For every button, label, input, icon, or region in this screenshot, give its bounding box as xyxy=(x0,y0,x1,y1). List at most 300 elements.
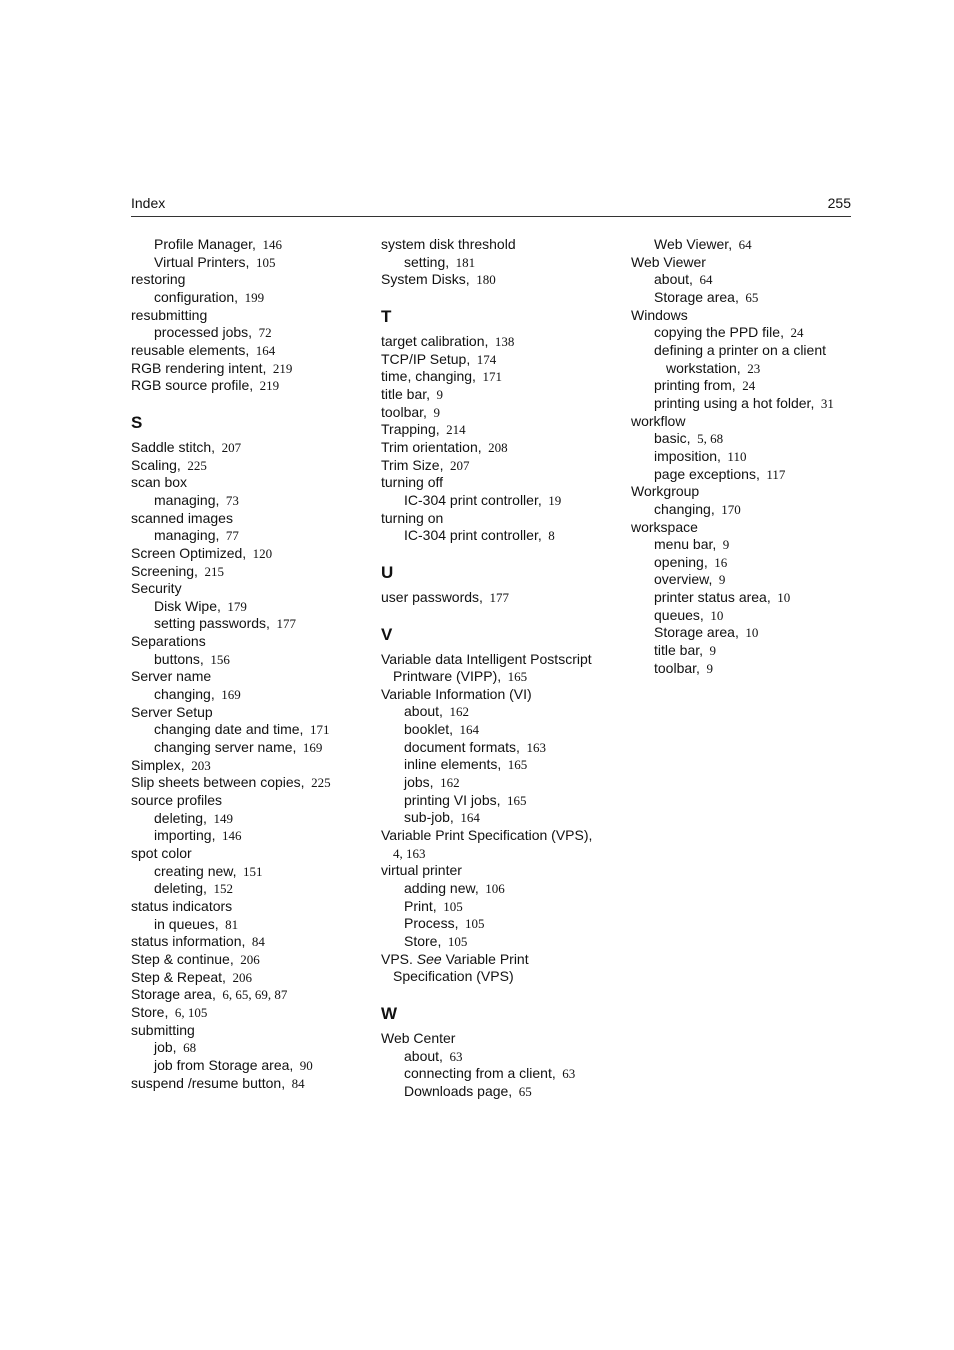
index-subentry xyxy=(131,324,371,342)
entry-term: time, changing, xyxy=(381,368,476,385)
entry-term: Web Viewer, xyxy=(654,236,733,252)
entry-term: basic, xyxy=(654,430,691,447)
index-subentry xyxy=(631,377,871,395)
entry-term: importing, xyxy=(154,827,216,844)
index-entry xyxy=(131,845,371,863)
entry-term: RGB rendering intent, xyxy=(131,359,267,376)
index-entry xyxy=(631,413,871,431)
entry-term: Process, xyxy=(404,915,459,932)
index-subentry xyxy=(131,492,371,510)
page-reference: 219 xyxy=(253,378,280,394)
section-letter-heading: V xyxy=(381,624,393,644)
entry-term: printer status area, xyxy=(654,589,771,606)
page-reference: 207 xyxy=(443,457,470,473)
entry-term: title bar, xyxy=(654,642,704,659)
index-subentry xyxy=(381,721,621,739)
entry-term: status information, xyxy=(131,933,246,950)
page-reference: 177 xyxy=(269,616,296,632)
page-reference: 219 xyxy=(266,360,293,376)
page-header xyxy=(131,194,851,217)
page-reference: 64 xyxy=(732,237,752,252)
page-reference: 208 xyxy=(481,439,508,455)
entry-term: Printware (VIPP), xyxy=(393,668,502,685)
entry-term: status indicators xyxy=(131,897,233,914)
entry-term: resubmitting xyxy=(131,306,208,323)
index-subentry xyxy=(131,289,371,307)
entry-term: managing, xyxy=(154,491,220,508)
entry-term: reusable elements, xyxy=(131,341,250,358)
entry-term: about, xyxy=(654,271,693,288)
entry-term: menu bar, xyxy=(654,536,717,553)
entry-term: workspace xyxy=(631,518,698,535)
entry-term: Step & Repeat, xyxy=(131,968,226,985)
index-entry xyxy=(131,792,371,810)
page-reference: 165 xyxy=(500,792,527,808)
page-reference: 84 xyxy=(245,934,265,950)
page-reference: 90 xyxy=(293,1057,313,1073)
index-subentry xyxy=(381,756,621,774)
page-reference: 120 xyxy=(246,545,273,561)
entry-term: about, xyxy=(404,1047,443,1064)
page-reference: 225 xyxy=(180,457,207,473)
page-reference: 203 xyxy=(184,757,211,773)
index-subentry xyxy=(631,536,871,554)
page-reference: 105 xyxy=(458,916,485,932)
entry-term: job, xyxy=(154,1039,177,1056)
index-entry xyxy=(381,351,621,369)
index-subentry xyxy=(131,615,371,633)
entry-term: turning off xyxy=(381,474,444,491)
page-reference: 164 xyxy=(249,342,276,358)
index-entry xyxy=(631,519,871,537)
page-reference: 206 xyxy=(225,969,252,985)
index-entry xyxy=(131,510,371,528)
index-subentry xyxy=(631,589,871,607)
index-entry xyxy=(131,898,371,916)
entry-term: workflow xyxy=(631,412,686,429)
page-reference: 72 xyxy=(252,325,272,341)
index-column-1 xyxy=(131,236,371,1092)
page-reference: 164 xyxy=(453,810,480,826)
entry-term: toolbar, xyxy=(381,403,427,420)
index-subentry xyxy=(381,1065,621,1083)
page-reference: 174 xyxy=(470,351,497,367)
entry-term: deleting, xyxy=(154,809,207,826)
index-subentry xyxy=(381,1083,621,1101)
page-reference: 10 xyxy=(703,607,724,623)
entry-term: job from Storage area, xyxy=(154,1056,294,1073)
page-reference: 6, 105 xyxy=(168,1004,208,1020)
page-reference: 171 xyxy=(475,369,502,385)
entry-term: Step & continue, xyxy=(131,950,234,967)
entry-term: about, xyxy=(404,703,443,720)
index-entry xyxy=(131,757,371,775)
page-reference: 105 xyxy=(441,934,468,949)
page-reference: 207 xyxy=(215,439,242,455)
entry-term: RGB source profile, xyxy=(131,377,254,394)
section-letter-heading: S xyxy=(131,412,143,432)
index-subentry xyxy=(631,271,871,289)
index-entry xyxy=(631,307,871,325)
page-reference: 110 xyxy=(720,448,747,464)
entry-term: workstation, xyxy=(666,359,741,376)
index-subentry xyxy=(131,880,371,898)
page-reference: 77 xyxy=(219,528,239,544)
page-reference: 165 xyxy=(501,757,528,773)
entry-term: Variable data Intelligent Postscript xyxy=(381,650,592,667)
page-reference: 169 xyxy=(214,687,241,703)
entry-term: managing, xyxy=(154,527,220,544)
entry-term: configuration, xyxy=(154,288,239,305)
entry-term: page exceptions, xyxy=(654,465,760,482)
index-entry xyxy=(381,333,621,351)
entry-term: Scaling, xyxy=(131,456,181,473)
index-subentry xyxy=(131,686,371,704)
index-entry xyxy=(131,668,371,686)
page-reference: 8 xyxy=(541,528,555,544)
index-entry xyxy=(381,386,621,404)
page-reference: 9 xyxy=(716,537,730,553)
index-entry xyxy=(131,439,371,457)
index-subentry xyxy=(631,571,871,589)
entry-term: System Disks, xyxy=(381,271,470,288)
page-reference: 225 xyxy=(304,775,331,791)
entry-term: Trim Size, xyxy=(381,456,444,473)
index-entry xyxy=(381,510,621,528)
index-entry xyxy=(381,589,621,607)
index-subentry xyxy=(131,863,371,881)
page-reference: 146 xyxy=(215,828,242,844)
index-subentry xyxy=(131,739,371,757)
index-subentry xyxy=(131,527,371,545)
page-reference: 10 xyxy=(738,625,759,641)
index-subentry xyxy=(131,598,371,616)
entry-term: Trim orientation, xyxy=(381,438,482,455)
index-subentry xyxy=(631,395,871,413)
index-entry xyxy=(131,774,371,792)
index-subentry xyxy=(381,739,621,757)
index-entry xyxy=(131,1022,371,1040)
page-reference: 179 xyxy=(220,598,247,614)
page-reference: 180 xyxy=(469,272,496,288)
page-reference: 117 xyxy=(759,466,786,482)
entry-term: target calibration, xyxy=(381,332,489,349)
index-entry xyxy=(131,474,371,492)
index-entry xyxy=(131,1075,371,1093)
index-subentry xyxy=(381,933,621,951)
entry-term: virtual printer xyxy=(381,862,462,879)
section-letter-heading: W xyxy=(381,1003,398,1023)
index-subentry xyxy=(381,703,621,721)
entry-term: Screening, xyxy=(131,562,198,579)
index-entry xyxy=(131,986,371,1004)
page-reference: 214 xyxy=(439,422,466,438)
index-entry xyxy=(381,474,621,492)
page-reference: 9 xyxy=(430,386,444,402)
page-number: 255 xyxy=(827,195,851,211)
page-reference: 215 xyxy=(197,563,224,579)
entry-term: Saddle stitch, xyxy=(131,438,216,455)
index-column-3 xyxy=(631,236,871,677)
index-entry xyxy=(381,368,621,386)
page-reference: 105 xyxy=(436,898,463,914)
page-reference: 163 xyxy=(519,739,546,755)
entry-term: imposition, xyxy=(654,447,721,464)
page-reference: 5, 68 xyxy=(690,431,724,447)
entry-term: turning on xyxy=(381,509,444,526)
entry-term: Variable Print Specification (VPS), xyxy=(381,827,593,844)
index-entry xyxy=(131,563,371,581)
entry-term: adding new, xyxy=(404,880,479,897)
entry-term: Simplex, xyxy=(131,756,185,773)
entry-term: connecting from a client, xyxy=(404,1065,556,1082)
index-subentry xyxy=(131,1057,371,1075)
index-subentry xyxy=(131,651,371,669)
running-title: Index xyxy=(131,195,166,211)
page-reference: 164 xyxy=(453,722,480,738)
entry-term: printing VI jobs, xyxy=(404,791,501,808)
entry-term: spot color xyxy=(131,845,192,861)
entry-term: TCP/IP Setup, xyxy=(381,350,471,367)
index-entry xyxy=(381,827,621,845)
index-entry xyxy=(381,457,621,475)
index-entry xyxy=(131,933,371,951)
page-reference: 9 xyxy=(426,404,440,420)
entry-term: toolbar, xyxy=(654,659,700,676)
entry-term: source profiles xyxy=(131,792,223,809)
entry-term: VPS. xyxy=(381,950,417,967)
entry-term: copying the PPD file, xyxy=(654,324,784,341)
see-reference: See xyxy=(416,950,442,967)
page-reference: 165 xyxy=(501,669,528,685)
entry-term: user passwords, xyxy=(381,588,483,605)
index-subentry xyxy=(631,289,871,307)
index-subentry xyxy=(381,915,621,933)
page-reference: 24 xyxy=(735,378,756,394)
page-reference: 170 xyxy=(714,501,741,517)
page-reference: 4, 163 xyxy=(393,845,426,861)
page-reference: 146 xyxy=(255,237,282,252)
index-subentry xyxy=(631,430,871,448)
entry-term: title bar, xyxy=(381,385,431,402)
entry-term: Trapping, xyxy=(381,421,440,438)
index-subentry xyxy=(631,466,871,484)
entry-term: setting passwords, xyxy=(154,615,270,632)
index-entry xyxy=(381,439,621,457)
entry-term: document formats, xyxy=(404,738,520,755)
index-entry xyxy=(131,633,371,651)
entry-term: setting, xyxy=(404,253,450,270)
page-reference: 19 xyxy=(541,492,562,508)
page-reference: 151 xyxy=(236,863,263,879)
index-subentry xyxy=(631,236,871,254)
index-entry xyxy=(381,686,621,704)
entry-term: printing using a hot folder, xyxy=(654,394,815,411)
entry-term: inline elements, xyxy=(404,756,502,773)
entry-term: Screen Optimized, xyxy=(131,544,247,561)
index-subentry xyxy=(631,554,871,572)
entry-term: changing server name, xyxy=(154,739,297,756)
page-reference: 162 xyxy=(433,775,460,791)
page-reference: 9 xyxy=(712,572,726,588)
page-reference: 31 xyxy=(814,395,834,411)
page-reference: 181 xyxy=(449,254,476,270)
entry-term: changing date and time, xyxy=(154,721,304,738)
index-subentry xyxy=(631,660,871,678)
index-subentry xyxy=(131,254,371,272)
index-subentry xyxy=(131,1039,371,1057)
entry-term: IC-304 print controller, xyxy=(404,527,542,544)
page-reference: 65 xyxy=(738,289,759,305)
index-entry xyxy=(381,1030,621,1048)
index-entry xyxy=(131,951,371,969)
page-reference: 84 xyxy=(285,1075,305,1091)
entry-term: Store, xyxy=(404,933,442,949)
page-reference: 81 xyxy=(218,916,239,932)
page-reference: 149 xyxy=(206,810,233,826)
page-reference: 162 xyxy=(442,704,469,720)
index-entry xyxy=(381,845,621,863)
index-subentry xyxy=(631,501,871,519)
index-entry xyxy=(381,968,621,986)
page-reference: 106 xyxy=(478,881,505,897)
page-reference: 23 xyxy=(740,360,761,376)
entry-term: IC-304 print controller, xyxy=(404,491,542,508)
entry-term: Variable Information (VI) xyxy=(381,685,532,702)
index-entry xyxy=(131,580,371,598)
entry-term: Workgroup xyxy=(631,483,700,500)
index-subentry xyxy=(631,342,871,360)
page-reference: 199 xyxy=(238,289,265,305)
index-entry xyxy=(131,704,371,722)
page-reference: 73 xyxy=(219,492,239,508)
index-subentry xyxy=(381,792,621,810)
entry-term: submitting xyxy=(131,1021,195,1038)
entry-term: processed jobs, xyxy=(154,324,253,341)
entry-term: Disk Wipe, xyxy=(154,597,221,614)
page-reference: 64 xyxy=(692,272,713,288)
index-subentry xyxy=(631,642,871,660)
index-subentry xyxy=(131,916,371,934)
entry-term: restoring xyxy=(131,271,186,288)
index-entry xyxy=(131,457,371,475)
index-entry xyxy=(381,404,621,422)
section-letter-heading: T xyxy=(381,306,392,326)
index-entry xyxy=(381,651,621,669)
index-subentry xyxy=(381,492,621,510)
index-entry xyxy=(381,862,621,880)
entry-term: Server Setup xyxy=(131,703,213,720)
page-reference: 177 xyxy=(482,589,509,605)
index-subentry xyxy=(131,721,371,739)
index-subentry xyxy=(131,810,371,828)
index-subentry xyxy=(381,527,621,545)
index-entry xyxy=(131,360,371,378)
index-subentry xyxy=(131,827,371,845)
entry-term: system disk threshold xyxy=(381,236,516,252)
entry-term: Print, xyxy=(404,897,437,914)
page-reference: 138 xyxy=(488,333,515,349)
entry-term: defining a printer on a client xyxy=(654,341,826,358)
entry-term: printing from, xyxy=(654,377,736,394)
index-subentry xyxy=(381,809,621,827)
entry-term: Storage area, xyxy=(654,624,739,641)
entry-term: buttons, xyxy=(154,650,204,667)
cross-reference-target: Variable Print xyxy=(441,950,529,967)
page-reference: 63 xyxy=(442,1048,463,1064)
index-subentry xyxy=(381,880,621,898)
page-reference: 9 xyxy=(703,643,717,659)
entry-term: Separations xyxy=(131,633,206,650)
index-entry xyxy=(381,236,621,254)
index-subentry xyxy=(631,607,871,625)
index-entry xyxy=(131,271,371,289)
entry-term: changing, xyxy=(154,686,215,703)
entry-term: changing, xyxy=(654,500,715,517)
entry-term: Web Center xyxy=(381,1029,456,1046)
entry-term: opening, xyxy=(654,553,708,570)
entry-term: creating new, xyxy=(154,862,237,879)
entry-term: Store, xyxy=(131,1003,169,1020)
page-reference: 156 xyxy=(203,651,230,667)
entry-term: deleting, xyxy=(154,880,207,897)
index-entry xyxy=(131,377,371,395)
entry-term: Security xyxy=(131,580,182,597)
index-entry xyxy=(131,307,371,325)
index-subentry xyxy=(631,624,871,642)
page-reference: 65 xyxy=(512,1083,532,1099)
index-entry xyxy=(131,1004,371,1022)
page-reference: 10 xyxy=(770,590,791,606)
entry-term: Profile Manager, xyxy=(154,236,256,252)
page-reference: 68 xyxy=(176,1040,197,1056)
entry-term: suspend /resume button, xyxy=(131,1074,286,1091)
index-entry xyxy=(131,342,371,360)
index-subentry xyxy=(381,898,621,916)
entry-term: sub-job, xyxy=(404,809,454,826)
page-reference: 169 xyxy=(296,740,323,756)
index-subentry xyxy=(631,324,871,342)
entry-term: Slip sheets between copies, xyxy=(131,774,305,791)
index-subentry xyxy=(381,774,621,792)
entry-term: Windows xyxy=(631,306,688,323)
index-entry xyxy=(381,271,621,289)
index-entry xyxy=(631,483,871,501)
index-entry xyxy=(381,668,621,686)
index-entry xyxy=(131,545,371,563)
entry-term: Server name xyxy=(131,668,212,685)
page-reference: 206 xyxy=(233,951,260,967)
entry-term: queues, xyxy=(654,606,704,623)
index-subentry xyxy=(631,448,871,466)
page-reference: 24 xyxy=(783,325,804,341)
page-reference: 171 xyxy=(303,722,330,738)
index-subentry xyxy=(631,360,871,378)
entry-term: jobs, xyxy=(404,774,434,791)
index-subentry xyxy=(131,236,371,254)
entry-term: Virtual Printers, xyxy=(154,253,250,270)
index-column-2 xyxy=(381,236,621,1101)
index-entry xyxy=(131,969,371,987)
index-subentry xyxy=(381,1048,621,1066)
page-reference: 63 xyxy=(555,1066,576,1082)
entry-term: overview, xyxy=(654,571,713,588)
page-reference: 105 xyxy=(249,254,276,270)
index-entry xyxy=(381,951,621,969)
entry-term: scanned images xyxy=(131,509,233,526)
entry-term: Storage area, xyxy=(654,288,739,305)
entry-term: Storage area, xyxy=(131,986,216,1003)
